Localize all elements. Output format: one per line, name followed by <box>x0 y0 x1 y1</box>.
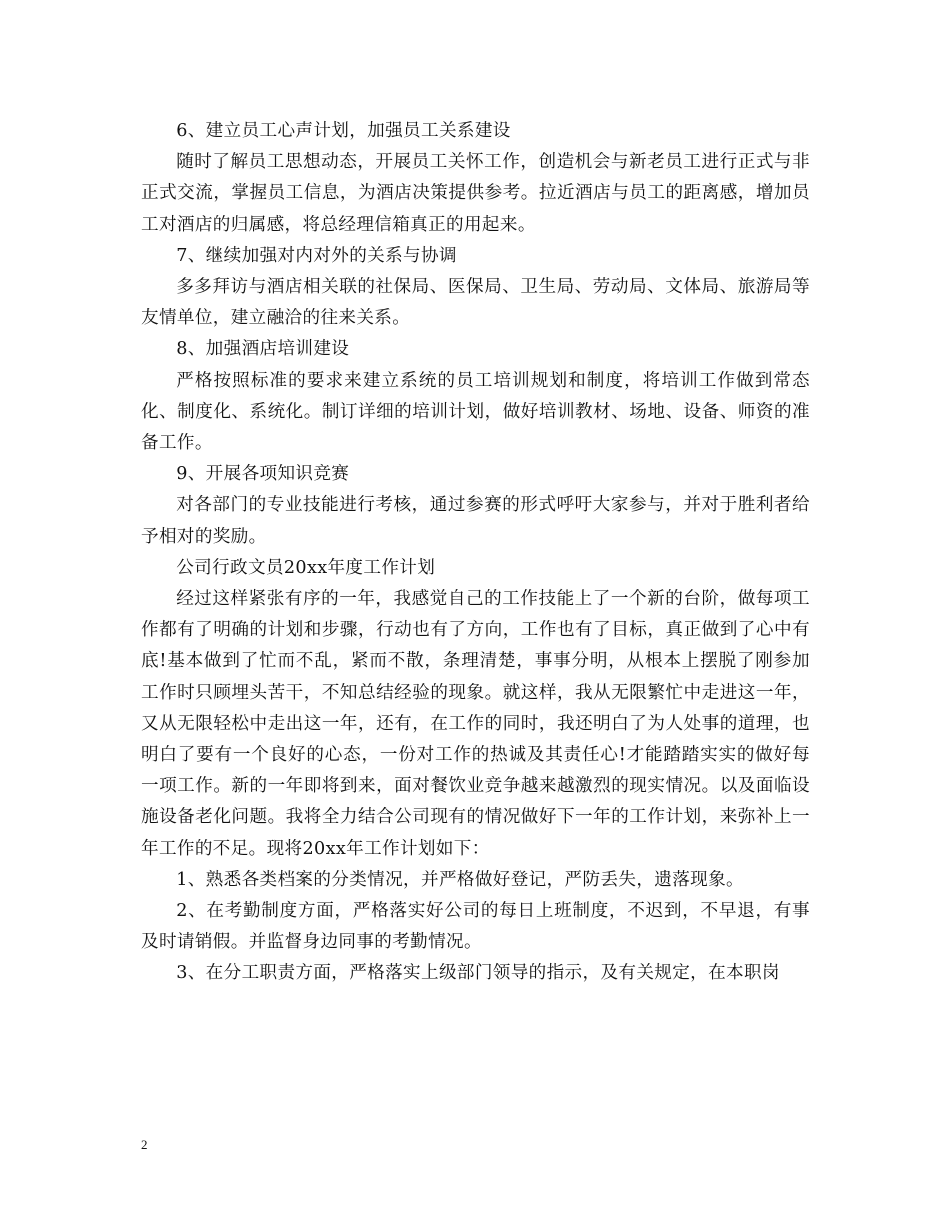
item-9-paragraph: 对各部门的专业技能进行考核，通过参赛的形式呼吁大家参与，并对于胜利者给予相对的奖励。 <box>141 495 810 547</box>
item-6-heading: 6、建立员工心声计划，加强员工关系建设 <box>176 121 511 141</box>
item-8-heading: 8、加强酒店培训建设 <box>176 339 350 360</box>
item-7-heading: 7、继续加强对内对外的关系与协调 <box>176 245 457 266</box>
section-title: 公司行政文员20xx年度工作计划 <box>176 557 436 578</box>
document-body <box>141 116 810 990</box>
plan-item-2: 2、在考勤制度方面，严格落实好公司的每日上班制度，不迟到，不早退，有事及时请销假。并监督身边同事的考勤情况。 <box>141 901 810 953</box>
item-7-paragraph: 多多拜访与酒店相关联的社保局、医保局、卫生局、劳动局、文体局、旅游局等友情单位，建立融洽的往来关系。 <box>141 277 810 329</box>
intro-paragraph: 经过这样紧张有序的一年，我感觉自己的工作技能上了一个新的台阶，做每项工作都有了明确的计划和步骤，行动也有了方向，工作也有了目标，真正做到了心中有底!基本做到了忙而不乱，紧而不散，条理清楚，事事分明，从根本上摆脱了刚参加工作时只顾埋头苦干，不知总结经验的现象。就这样，我从无限繁忙中走进这一年，又从无限轻松中走出这一年，还有，在工作的同时，我还明白了为人处事的道理，也明白了要有一个良好的心态，一份对工作的热诚及其责任心!才能踏踏实实的做好每一项工作。新的一年即将到来，面对餐饮业竞争越来越激烈的现实情况。以及面临设施设备老化问题。我将全力结合公司现有的情况做好下一年的工作计划，来弥补上一年工作的不足。现将20xx年工作计划如下： <box>141 589 810 859</box>
plan-item-1: 1、熟悉各类档案的分类情况，并严格做好登记，严防丢失，遗落现象。 <box>176 869 744 890</box>
item-8-paragraph: 严格按照标准的要求来建立系统的员工培训规划和制度，将培训工作做到常态化、制度化、系统化。制订详细的培训计划，做好培训教材、场地、设备、师资的准备工作。 <box>141 370 810 454</box>
item-6-paragraph: 随时了解员工思想动态，开展员工关怀工作，创造机会与新老员工进行正式与非正式交流，掌握员工信息，为酒店决策提供参考。拉近酒店与员工的距离感，增加员工对酒店的归属感，将总经理信箱真正的用起来。 <box>141 152 810 235</box>
plan-item-3: 3、在分工职责方面，严格落实上级部门领导的指示，及有关规定，在本职岗 <box>176 963 780 984</box>
page-number: 2 <box>141 1137 148 1152</box>
item-9-heading: 9、开展各项知识竞赛 <box>176 464 350 485</box>
